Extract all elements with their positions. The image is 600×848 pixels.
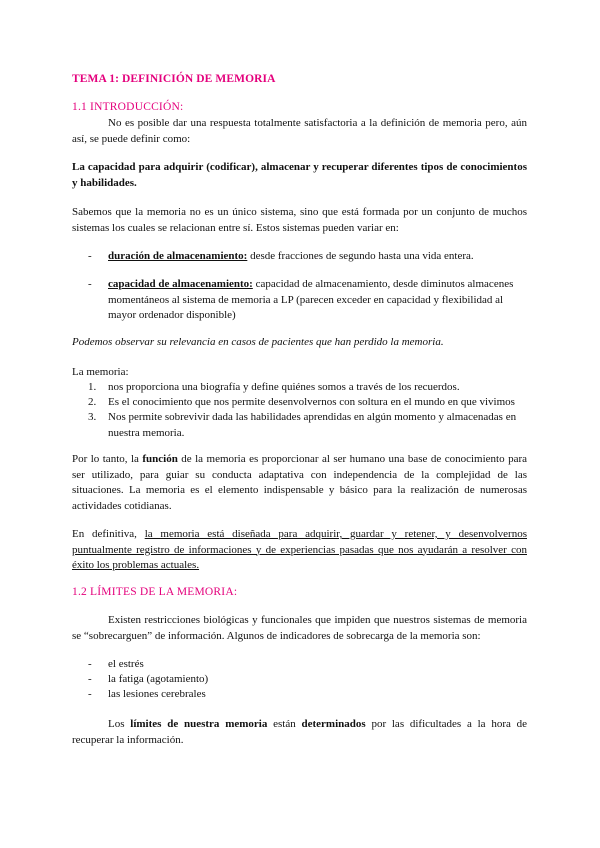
conclusion-paragraph (72, 527, 527, 574)
number-marker: 1. (88, 381, 97, 393)
bullet-marker: - (88, 658, 92, 670)
text-run-bold: límites de nuestra memoria (130, 718, 268, 730)
list-item (88, 249, 518, 265)
list-item (88, 687, 518, 703)
list-item (88, 380, 528, 396)
number-marker: 2. (88, 396, 97, 408)
bullet-marker: - (88, 673, 92, 685)
section-heading-introduccion: 1.1 INTRODUCCIÓN: (72, 101, 184, 113)
list-item (88, 410, 528, 441)
systems-paragraph: Sabemos que la memoria no es un único sistema, sino que está formada por un conjunto de muchos sistemas los cuales se relacionan entre sí. Estos sistemas pueden variar en: (72, 206, 527, 234)
bullet-marker: - (88, 278, 92, 290)
list-item (88, 672, 518, 688)
list-item (88, 657, 518, 673)
text-run-underlined: la memoria está diseñada para adquirir, guardar y retener, y desenvolvernos puntualmente registro de informaciones y de experiencias pasadas que nos ayudarán a resolver con éxito los problemas actuales. (72, 528, 527, 571)
bullet-text: capacidad de almacenamiento, desde diminutos almacenes momentáneos al sistema de memoria a LP (parecen exceder en capacidad y flexibilidad al mayor ordenador disponible) (108, 278, 514, 321)
section-heading-limites: 1.2 LÍMITES DE LA MEMORIA: (72, 586, 238, 598)
text-run: están (267, 718, 302, 730)
number-text: Nos permite sobrevivir dada las habilidades aprendidas en algún momento y almacenadas en nuestra memoria. (108, 411, 517, 439)
text-run: Por lo tanto, la (72, 453, 143, 465)
list-label: La memoria: (72, 366, 129, 378)
bullet-text: el estrés (108, 658, 144, 670)
bullet-term: capacidad de almacenamiento: (108, 278, 253, 290)
document-title: TEMA 1: DEFINICIÓN DE MEMORIA (72, 73, 276, 85)
funcion-paragraph (72, 452, 527, 514)
limits-paragraph: Existen restricciones biológicas y funcionales que impiden que nuestros sistemas de memoria se “sobrecarguen” de información. Algunos de indicadores de sobrecarga de la memoria son: (72, 614, 527, 642)
text-run: de la memoria es proporcionar al ser humano una base de conocimiento para ser utilizado, para guiar su conducta adaptativa con independencia de la complejidad de las situaciones. La memoria es el elemento indispensable y básico para la realización de numerosas actividades cotidianas. (72, 453, 527, 512)
text-run-bold: función (142, 453, 178, 465)
text-run: Los (108, 718, 131, 730)
list-item (88, 277, 518, 324)
bullet-marker: - (88, 250, 92, 262)
bullet-term: duración de almacenamiento: (108, 250, 248, 262)
definition-paragraph: La capacidad para adquirir (codificar), almacenar y recuperar diferentes tipos de conocimientos y habilidades. (72, 161, 527, 189)
number-text: Es el conocimiento que nos permite desenvolvernos con soltura en el mundo en que vivimos (108, 396, 515, 408)
number-marker: 3. (88, 411, 97, 423)
text-run: En definitiva, (72, 528, 145, 540)
bullet-text: la fatiga (agotamiento) (108, 673, 209, 685)
bullet-text: las lesiones cerebrales (108, 688, 206, 700)
italic-note: Podemos observar su relevancia en casos de pacientes que han perdido la memoria. (72, 336, 444, 348)
intro-paragraph: No es posible dar una respuesta totalmente satisfactoria a la definición de memoria pero, aún así, se puede definir como: (72, 117, 527, 145)
list-item (88, 395, 528, 411)
limits-conclusion-paragraph (72, 717, 527, 748)
text-run: por las dificultades a la hora de recuperar la información. (72, 718, 528, 746)
text-run-bold: determinados (301, 718, 366, 730)
bullet-marker: - (88, 688, 92, 700)
number-text: nos proporciona una biografía y define quiénes somos a través de los recuerdos. (108, 381, 460, 393)
bullet-text: desde fracciones de segundo hasta una vida entera. (247, 250, 474, 262)
